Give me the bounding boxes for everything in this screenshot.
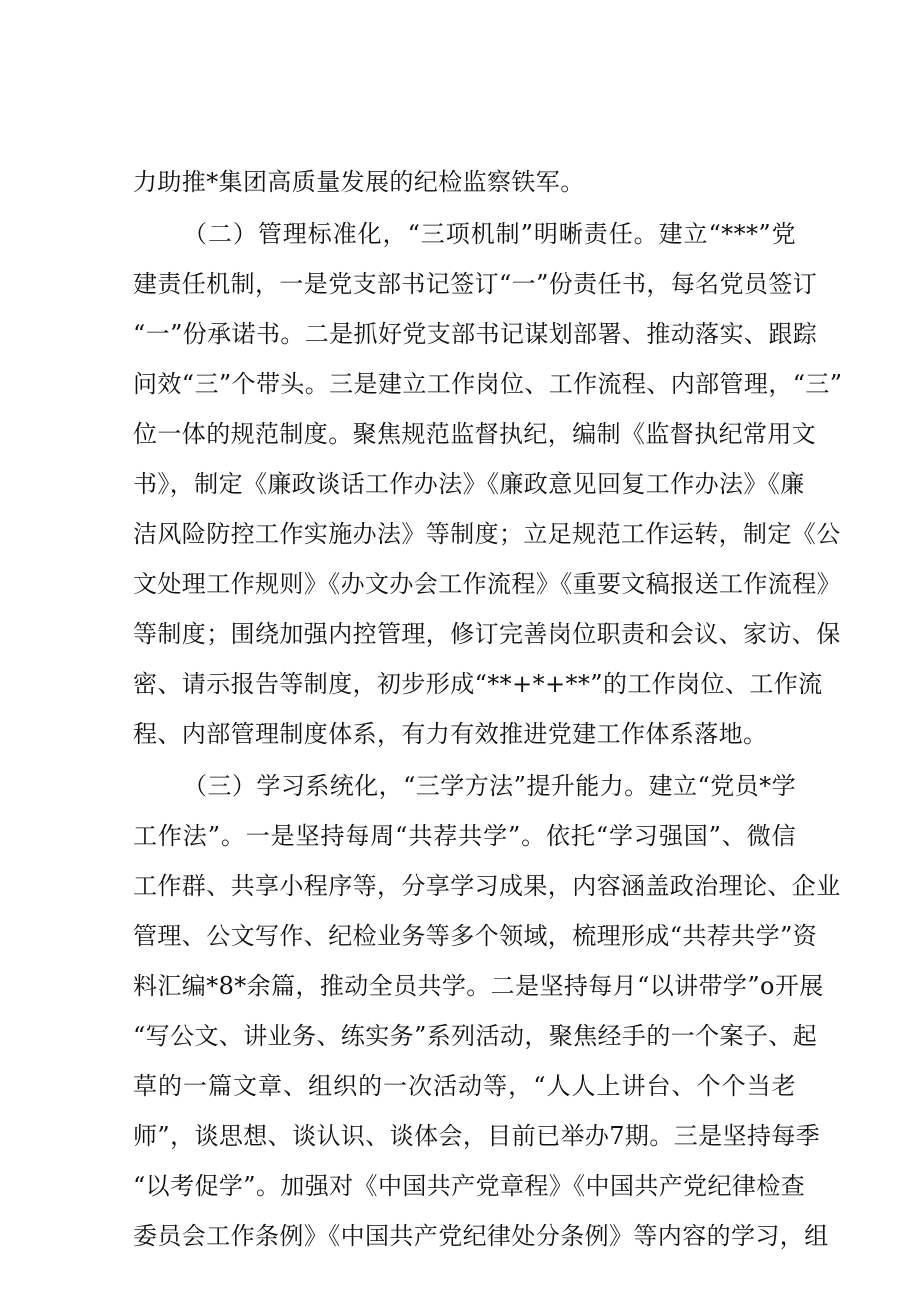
paragraph-line: 师”，谈思想、谈认识、谈体会，目前已举办7期。三是坚持每季 [133,1122,821,1150]
paragraph-line: 文处理工作规则》《办文办会工作流程》《重要文稿报送工作流程》 [133,570,841,598]
paragraph-line: 工作群、共享小程序等，分享学习成果，内容涵盖政治理论、企业 [133,872,841,900]
paragraph-line: 工作法”。一是坚持每周“共荐共学”。依托“学习强国”、微信 [133,822,796,850]
section-heading-line: （二）管理标准化，“三项机制”明晰责任。建立“***”党 [183,220,796,248]
section-heading-line: （三）学习系统化，“三学方法”提升能力。建立“党员*学 [183,772,796,800]
paragraph-line: 料汇编*8*余篇，推动全员共学。二是坚持每月“以讲带学”o开展 [133,972,824,1000]
paragraph-line: 委员会工作条例》《中国共产党纪律处分条例》等内容的学习，组 [133,1222,829,1250]
paragraph-line: 位一体的规范制度。聚焦规范监督执纪，编制《监督执纪常用文 [133,420,817,448]
paragraph-line: “以考促学”。加强对《中国共产党章程》《中国共产党纪律检查 [133,1172,806,1200]
paragraph-line: “写公文、讲业务、练实务”系列活动，聚焦经手的一个案子、起 [133,1022,818,1050]
paragraph-line: “一”份承诺书。二是抓好党支部书记谋划部署、推动落实、跟踪 [133,320,818,348]
paragraph-line: 洁风险防控工作实施办法》等制度；立足规范工作运转，制定《公 [133,520,841,548]
paragraph-line: 力助推*集团高质量发展的纪检监察铁军。 [133,168,585,196]
paragraph-line: 程、内部管理制度体系，有力有效推进党建工作体系落地。 [133,720,768,748]
paragraph-line: 建责任机制，一是党支部书记签订“一”份责任书，每名党员签订 [133,270,818,298]
paragraph-line: 草的一篇文章、组织的一次活动等，“人人上讲台、个个当老 [133,1072,796,1100]
paragraph-line: 书》，制定《廉政谈话工作办法》《廉政意见回复工作办法》《廉 [133,470,805,498]
paragraph-line: 密、请示报告等制度，初步形成“**+*+**”的工作岗位、工作流 [133,670,823,698]
paragraph-line: 管理、公文写作、纪检业务等多个领域，梳理形成“共荐共学”资 [133,922,818,950]
paragraph-line: 等制度；围绕加强内控管理，修订完善岗位职责和会议、家访、保 [133,620,841,648]
paragraph-line: 问效“三”个带头。三是建立工作岗位、工作流程、内部管理，“三” [133,370,843,398]
